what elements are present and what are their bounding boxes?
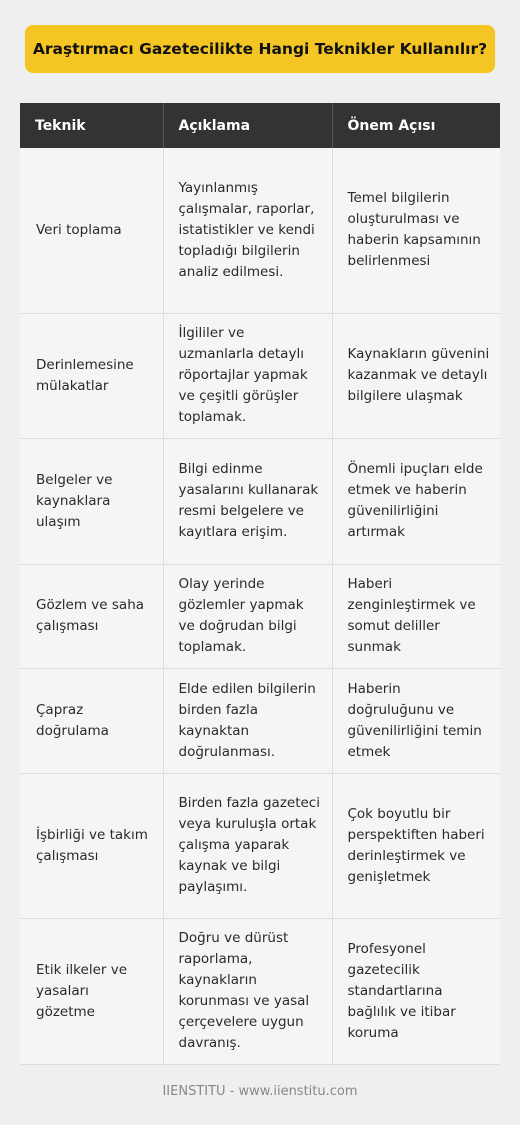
cell-aciklama: Birden fazla gazeteci veya kuruluşla ortak çalışma yaparak kaynak ve bilgi paylaşımı. bbox=[163, 773, 332, 918]
techniques-table-container bbox=[20, 103, 500, 1065]
header-teknik: Teknik bbox=[20, 103, 163, 148]
table-row bbox=[20, 313, 500, 438]
cell-teknik: Gözlem ve saha çalışması bbox=[20, 564, 163, 668]
techniques-table bbox=[20, 103, 500, 1065]
cell-aciklama: Olay yerinde gözlemler yapmak ve doğrudan bilgi toplamak. bbox=[163, 564, 332, 668]
cell-teknik: Veri toplama bbox=[20, 148, 163, 313]
cell-aciklama: Doğru ve dürüst raporlama, kaynakların korunması ve yasal çerçevelere uygun davranış. bbox=[163, 918, 332, 1064]
cell-teknik: Çapraz doğrulama bbox=[20, 668, 163, 773]
header-onem: Önem Açısı bbox=[332, 103, 500, 148]
cell-aciklama: Bilgi edinme yasalarını kullanarak resmi belgelere ve kayıtlara erişim. bbox=[163, 438, 332, 564]
cell-onem: Haberi zenginleştirmek ve somut deliller sunmak bbox=[332, 564, 500, 668]
footer-credit: IIENSTITU - www.iienstitu.com bbox=[162, 1084, 358, 1099]
table-row bbox=[20, 918, 500, 1064]
cell-onem: Profesyonel gazetecilik standartlarına bağlılık ve itibar koruma bbox=[332, 918, 500, 1064]
table-row bbox=[20, 438, 500, 564]
title-banner bbox=[25, 25, 495, 73]
table-row bbox=[20, 564, 500, 668]
cell-teknik: Etik ilkeler ve yasaları gözetme bbox=[20, 918, 163, 1064]
cell-teknik: İşbirliği ve takım çalışması bbox=[20, 773, 163, 918]
table-row bbox=[20, 773, 500, 918]
table-row bbox=[20, 148, 500, 313]
cell-onem: Çok boyutlu bir perspektiften haberi derinleştirmek ve genişletmek bbox=[332, 773, 500, 918]
table-header bbox=[20, 103, 500, 148]
cell-onem: Önemli ipuçları elde etmek ve haberin güvenilirliğini artırmak bbox=[332, 438, 500, 564]
cell-aciklama: Elde edilen bilgilerin birden fazla kaynaktan doğrulanması. bbox=[163, 668, 332, 773]
header-aciklama: Açıklama bbox=[163, 103, 332, 148]
table-row bbox=[20, 668, 500, 773]
cell-onem: Temel bilgilerin oluşturulması ve haberin kapsamının belirlenmesi bbox=[332, 148, 500, 313]
cell-teknik: Derinlemesine mülakatlar bbox=[20, 313, 163, 438]
cell-aciklama: Yayınlanmış çalışmalar, raporlar, istatistikler ve kendi topladığı bilgilerin analiz edilmesi. bbox=[163, 148, 332, 313]
cell-onem: Kaynakların güvenini kazanmak ve detaylı bilgilere ulaşmak bbox=[332, 313, 500, 438]
table-header-row bbox=[20, 103, 500, 148]
cell-onem: Haberin doğruluğunu ve güvenilirliğini temin etmek bbox=[332, 668, 500, 773]
page-title: Araştırmacı Gazetecilikte Hangi Teknikler Kullanılır? bbox=[32, 40, 488, 58]
cell-teknik: Belgeler ve kaynaklara ulaşım bbox=[20, 438, 163, 564]
table-body bbox=[20, 148, 500, 1064]
cell-aciklama: İlgililer ve uzmanlarla detaylı röportajlar yapmak ve çeşitli görüşler toplamak. bbox=[163, 313, 332, 438]
